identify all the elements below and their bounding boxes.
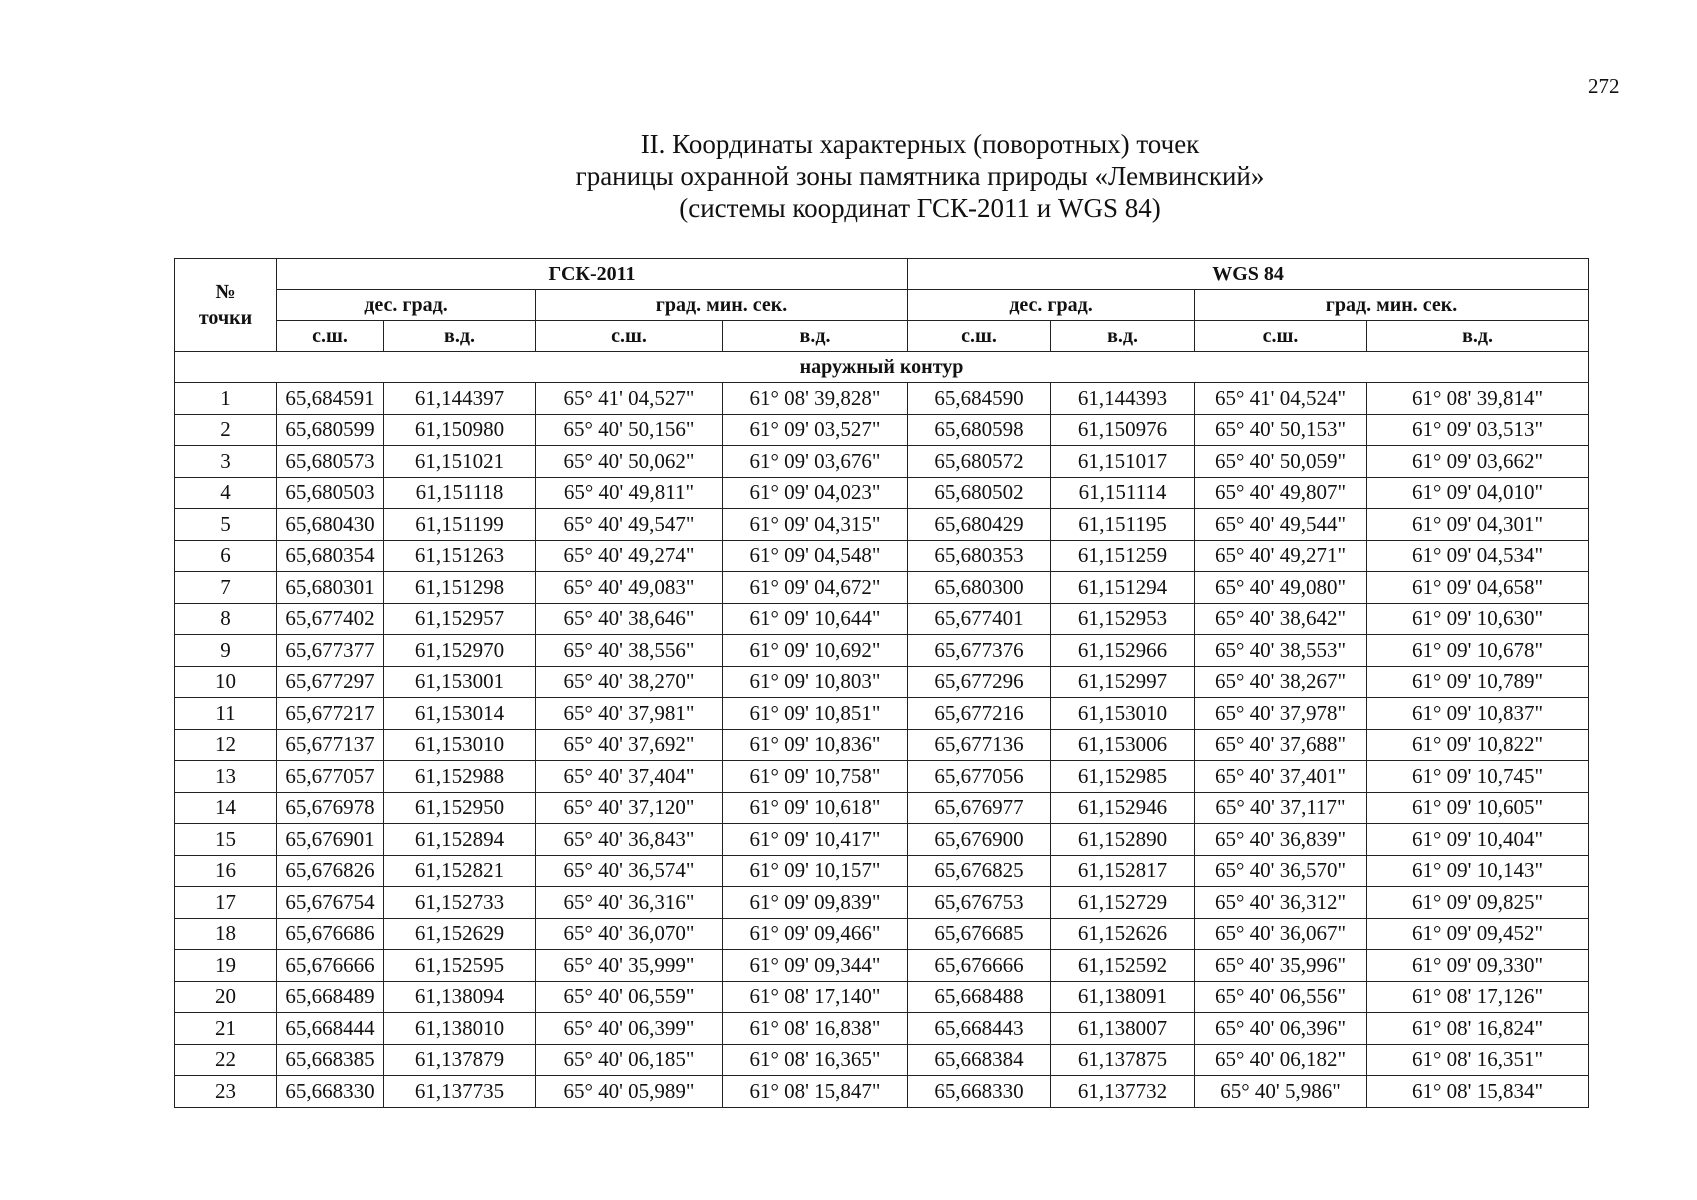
header-wgs-dms-lon: в.д. [1367, 321, 1589, 352]
cell-wgs-dec-lat: 65,680300 [908, 572, 1051, 604]
cell-wgs-dec-lat: 65,676900 [908, 824, 1051, 856]
table-row [175, 666, 1589, 698]
cell-gsk-dec-lat: 65,677057 [277, 761, 384, 793]
cell-gsk-dec-lon: 61,153001 [384, 666, 536, 698]
cell-wgs-dec-lat: 65,680429 [908, 509, 1051, 541]
table-row [175, 918, 1589, 950]
cell-gsk-dec-lon: 61,152894 [384, 824, 536, 856]
cell-wgs-dec-lat: 65,676666 [908, 950, 1051, 982]
cell-wgs-dec-lon: 61,152729 [1051, 887, 1195, 919]
cell-gsk-dms-lon: 61° 09' 04,672" [723, 572, 908, 604]
title-line-1: II. Координаты характерных (поворотных) точек [640, 129, 1200, 159]
header-gsk-dms-lat: с.ш. [536, 321, 723, 352]
table-row [175, 792, 1589, 824]
cell-gsk-dec-lon: 61,152970 [384, 635, 536, 667]
cell-gsk-dms-lon: 61° 09' 10,157" [723, 855, 908, 887]
cell-gsk-dms-lon: 61° 09' 10,836" [723, 729, 908, 761]
table-row [175, 572, 1589, 604]
cell-gsk-dec-lon: 61,151118 [384, 477, 536, 509]
table-row [175, 383, 1589, 415]
cell-gsk-dms-lat: 65° 40' 36,574" [536, 855, 723, 887]
table-row [175, 887, 1589, 919]
cell-point-number: 16 [175, 855, 277, 887]
cell-gsk-dms-lat: 65° 40' 49,083" [536, 572, 723, 604]
cell-gsk-dms-lat: 65° 40' 49,274" [536, 540, 723, 572]
table-row [175, 635, 1589, 667]
cell-gsk-dms-lat: 65° 40' 36,070" [536, 918, 723, 950]
cell-wgs-dec-lon: 61,151294 [1051, 572, 1195, 604]
cell-wgs-dms-lat: 65° 40' 5,986" [1195, 1076, 1367, 1108]
cell-point-number: 12 [175, 729, 277, 761]
cell-wgs-dec-lon: 61,144393 [1051, 383, 1195, 415]
cell-wgs-dms-lat: 65° 40' 37,401" [1195, 761, 1367, 793]
cell-gsk-dms-lat: 65° 40' 06,559" [536, 981, 723, 1013]
table-row [175, 477, 1589, 509]
cell-gsk-dms-lon: 61° 09' 10,692" [723, 635, 908, 667]
cell-gsk-dec-lon: 61,151199 [384, 509, 536, 541]
cell-wgs-dec-lon: 61,151195 [1051, 509, 1195, 541]
cell-wgs-dec-lon: 61,137875 [1051, 1044, 1195, 1076]
cell-gsk-dms-lon: 61° 09' 10,618" [723, 792, 908, 824]
cell-wgs-dec-lat: 65,680502 [908, 477, 1051, 509]
cell-gsk-dms-lat: 65° 40' 38,556" [536, 635, 723, 667]
cell-wgs-dms-lon: 61° 08' 39,814" [1367, 383, 1589, 415]
cell-gsk-dms-lon: 61° 09' 03,676" [723, 446, 908, 478]
cell-gsk-dec-lon: 61,151263 [384, 540, 536, 572]
cell-wgs-dec-lon: 61,152985 [1051, 761, 1195, 793]
cell-gsk-dms-lon: 61° 09' 09,344" [723, 950, 908, 982]
cell-gsk-dec-lon: 61,152821 [384, 855, 536, 887]
header-gsk-dms: град. мин. сек. [536, 290, 908, 321]
title-line-2: границы охранной зоны памятника природы «Лемвинский» [575, 161, 1265, 191]
header-gsk-dec-lat: с.ш. [277, 321, 384, 352]
cell-wgs-dms-lat: 65° 40' 36,570" [1195, 855, 1367, 887]
cell-wgs-dms-lon: 61° 09' 10,143" [1367, 855, 1589, 887]
page-number: 272 [1588, 74, 1620, 98]
cell-gsk-dms-lat: 65° 40' 38,270" [536, 666, 723, 698]
cell-wgs-dec-lat: 65,677056 [908, 761, 1051, 793]
cell-point-number: 5 [175, 509, 277, 541]
table-row [175, 729, 1589, 761]
cell-wgs-dms-lat: 65° 40' 49,271" [1195, 540, 1367, 572]
cell-gsk-dms-lat: 65° 40' 36,843" [536, 824, 723, 856]
cell-gsk-dec-lat: 65,676826 [277, 855, 384, 887]
cell-wgs-dec-lon: 61,153010 [1051, 698, 1195, 730]
cell-gsk-dms-lat: 65° 41' 04,527" [536, 383, 723, 415]
table-row [175, 446, 1589, 478]
cell-wgs-dms-lat: 65° 40' 06,396" [1195, 1013, 1367, 1045]
cell-wgs-dms-lat: 65° 40' 49,807" [1195, 477, 1367, 509]
cell-wgs-dms-lon: 61° 09' 03,513" [1367, 414, 1589, 446]
cell-gsk-dec-lon: 61,138094 [384, 981, 536, 1013]
table-row [175, 603, 1589, 635]
cell-gsk-dms-lon: 61° 09' 10,417" [723, 824, 908, 856]
cell-gsk-dec-lon: 61,152957 [384, 603, 536, 635]
cell-gsk-dms-lon: 61° 08' 16,838" [723, 1013, 908, 1045]
cell-wgs-dms-lon: 61° 09' 09,452" [1367, 918, 1589, 950]
cell-wgs-dms-lon: 61° 09' 10,678" [1367, 635, 1589, 667]
cell-wgs-dms-lon: 61° 09' 04,534" [1367, 540, 1589, 572]
cell-gsk-dms-lat: 65° 40' 37,981" [536, 698, 723, 730]
header-wgs-dms: град. мин. сек. [1195, 290, 1589, 321]
cell-wgs-dms-lat: 65° 40' 38,642" [1195, 603, 1367, 635]
cell-wgs-dec-lon: 61,152592 [1051, 950, 1195, 982]
cell-wgs-dec-lat: 65,677216 [908, 698, 1051, 730]
header-point-number-label: № точки [198, 281, 253, 329]
cell-gsk-dms-lat: 65° 40' 06,185" [536, 1044, 723, 1076]
cell-wgs-dec-lat: 65,677296 [908, 666, 1051, 698]
cell-wgs-dec-lat: 65,680353 [908, 540, 1051, 572]
cell-gsk-dec-lat: 65,668330 [277, 1076, 384, 1108]
cell-wgs-dec-lon: 61,152817 [1051, 855, 1195, 887]
cell-gsk-dec-lat: 65,668444 [277, 1013, 384, 1045]
cell-gsk-dec-lat: 65,677297 [277, 666, 384, 698]
cell-gsk-dms-lat: 65° 40' 49,547" [536, 509, 723, 541]
cell-wgs-dms-lat: 65° 40' 36,067" [1195, 918, 1367, 950]
cell-wgs-dec-lon: 61,137732 [1051, 1076, 1195, 1108]
cell-gsk-dec-lat: 65,677377 [277, 635, 384, 667]
header-wgs-dec-deg: дес. град. [908, 290, 1195, 321]
cell-wgs-dms-lat: 65° 40' 37,978" [1195, 698, 1367, 730]
cell-gsk-dec-lat: 65,680503 [277, 477, 384, 509]
cell-gsk-dms-lon: 61° 09' 04,315" [723, 509, 908, 541]
cell-wgs-dms-lat: 65° 40' 49,080" [1195, 572, 1367, 604]
table-row [175, 540, 1589, 572]
cell-gsk-dms-lat: 65° 40' 50,062" [536, 446, 723, 478]
cell-wgs-dms-lon: 61° 09' 10,630" [1367, 603, 1589, 635]
table-row [175, 855, 1589, 887]
cell-wgs-dec-lat: 65,668488 [908, 981, 1051, 1013]
cell-gsk-dec-lat: 65,676754 [277, 887, 384, 919]
cell-wgs-dec-lat: 65,677401 [908, 603, 1051, 635]
table-row [175, 824, 1589, 856]
header-wgs-dms-lat: с.ш. [1195, 321, 1367, 352]
table-row [175, 1076, 1589, 1108]
cell-gsk-dms-lat: 65° 40' 38,646" [536, 603, 723, 635]
cell-wgs-dec-lon: 61,152626 [1051, 918, 1195, 950]
table-row [175, 1044, 1589, 1076]
cell-wgs-dec-lon: 61,153006 [1051, 729, 1195, 761]
header-gsk-dms-lon: в.д. [723, 321, 908, 352]
cell-wgs-dec-lat: 65,680598 [908, 414, 1051, 446]
cell-point-number: 23 [175, 1076, 277, 1108]
cell-wgs-dec-lat: 65,676977 [908, 792, 1051, 824]
cell-wgs-dms-lon: 61° 09' 10,605" [1367, 792, 1589, 824]
cell-gsk-dms-lat: 65° 40' 50,156" [536, 414, 723, 446]
header-gsk-dec-lon: в.д. [384, 321, 536, 352]
cell-gsk-dms-lat: 65° 40' 37,404" [536, 761, 723, 793]
cell-gsk-dms-lat: 65° 40' 05,989" [536, 1076, 723, 1108]
cell-gsk-dms-lon: 61° 09' 10,758" [723, 761, 908, 793]
cell-gsk-dms-lon: 61° 09' 04,023" [723, 477, 908, 509]
cell-gsk-dec-lon: 61,137735 [384, 1076, 536, 1108]
cell-wgs-dms-lon: 61° 08' 17,126" [1367, 981, 1589, 1013]
table-row [175, 950, 1589, 982]
cell-gsk-dec-lon: 61,152595 [384, 950, 536, 982]
table-row [175, 698, 1589, 730]
cell-gsk-dms-lon: 61° 09' 09,466" [723, 918, 908, 950]
cell-wgs-dec-lat: 65,680572 [908, 446, 1051, 478]
cell-wgs-dec-lat: 65,668384 [908, 1044, 1051, 1076]
cell-wgs-dec-lon: 61,152997 [1051, 666, 1195, 698]
cell-point-number: 20 [175, 981, 277, 1013]
cell-gsk-dms-lon: 61° 09' 10,644" [723, 603, 908, 635]
cell-point-number: 6 [175, 540, 277, 572]
cell-wgs-dms-lat: 65° 40' 37,117" [1195, 792, 1367, 824]
cell-wgs-dec-lat: 65,677376 [908, 635, 1051, 667]
header-wgs-84: WGS 84 [908, 259, 1589, 290]
cell-wgs-dms-lat: 65° 40' 50,059" [1195, 446, 1367, 478]
cell-gsk-dms-lon: 61° 09' 10,803" [723, 666, 908, 698]
cell-wgs-dec-lat: 65,668330 [908, 1076, 1051, 1108]
table-row [175, 509, 1589, 541]
cell-wgs-dms-lon: 61° 08' 15,834" [1367, 1076, 1589, 1108]
cell-point-number: 19 [175, 950, 277, 982]
table-row [175, 981, 1589, 1013]
cell-gsk-dms-lat: 65° 40' 36,316" [536, 887, 723, 919]
cell-wgs-dec-lat: 65,676685 [908, 918, 1051, 950]
cell-wgs-dms-lon: 61° 09' 10,837" [1367, 698, 1589, 730]
cell-gsk-dec-lon: 61,151298 [384, 572, 536, 604]
cell-wgs-dec-lon: 61,150976 [1051, 414, 1195, 446]
cell-wgs-dec-lon: 61,152946 [1051, 792, 1195, 824]
cell-gsk-dec-lon: 61,137879 [384, 1044, 536, 1076]
cell-wgs-dms-lat: 65° 40' 06,556" [1195, 981, 1367, 1013]
cell-wgs-dms-lat: 65° 40' 36,839" [1195, 824, 1367, 856]
cell-wgs-dms-lat: 65° 40' 38,267" [1195, 666, 1367, 698]
cell-gsk-dms-lon: 61° 08' 16,365" [723, 1044, 908, 1076]
cell-gsk-dec-lat: 65,677217 [277, 698, 384, 730]
cell-point-number: 7 [175, 572, 277, 604]
cell-point-number: 4 [175, 477, 277, 509]
cell-wgs-dec-lon: 61,152966 [1051, 635, 1195, 667]
cell-gsk-dec-lat: 65,676686 [277, 918, 384, 950]
cell-point-number: 13 [175, 761, 277, 793]
cell-gsk-dms-lat: 65° 40' 37,120" [536, 792, 723, 824]
cell-gsk-dec-lat: 65,676978 [277, 792, 384, 824]
cell-wgs-dec-lon: 61,152890 [1051, 824, 1195, 856]
cell-wgs-dec-lon: 61,138007 [1051, 1013, 1195, 1045]
cell-wgs-dec-lon: 61,151259 [1051, 540, 1195, 572]
cell-point-number: 15 [175, 824, 277, 856]
header-point-number [175, 259, 277, 352]
cell-point-number: 17 [175, 887, 277, 919]
cell-gsk-dec-lon: 61,152950 [384, 792, 536, 824]
cell-wgs-dms-lat: 65° 40' 37,688" [1195, 729, 1367, 761]
cell-gsk-dms-lon: 61° 08' 15,847" [723, 1076, 908, 1108]
cell-gsk-dms-lat: 65° 40' 35,999" [536, 950, 723, 982]
cell-wgs-dms-lat: 65° 41' 04,524" [1195, 383, 1367, 415]
cell-wgs-dec-lat: 65,684590 [908, 383, 1051, 415]
cell-wgs-dms-lon: 61° 09' 04,301" [1367, 509, 1589, 541]
cell-wgs-dec-lat: 65,676825 [908, 855, 1051, 887]
cell-wgs-dms-lon: 61° 09' 10,404" [1367, 824, 1589, 856]
cell-point-number: 2 [175, 414, 277, 446]
cell-gsk-dec-lat: 65,680354 [277, 540, 384, 572]
cell-gsk-dms-lon: 61° 09' 04,548" [723, 540, 908, 572]
cell-gsk-dec-lat: 65,680430 [277, 509, 384, 541]
header-gsk-dec-deg: дес. град. [277, 290, 536, 321]
cell-wgs-dms-lon: 61° 09' 04,658" [1367, 572, 1589, 604]
cell-gsk-dec-lat: 65,680573 [277, 446, 384, 478]
cell-gsk-dms-lon: 61° 09' 09,839" [723, 887, 908, 919]
cell-wgs-dms-lon: 61° 09' 09,825" [1367, 887, 1589, 919]
cell-point-number: 3 [175, 446, 277, 478]
table-row [175, 761, 1589, 793]
cell-wgs-dms-lon: 61° 08' 16,824" [1367, 1013, 1589, 1045]
cell-gsk-dec-lon: 61,152629 [384, 918, 536, 950]
cell-gsk-dms-lon: 61° 08' 17,140" [723, 981, 908, 1013]
section-outer-contour: наружный контур [175, 352, 1589, 383]
cell-wgs-dec-lon: 61,151017 [1051, 446, 1195, 478]
cell-wgs-dms-lat: 65° 40' 35,996" [1195, 950, 1367, 982]
title-line-3: (системы координат ГСК-2011 и WGS 84) [679, 193, 1161, 223]
cell-point-number: 11 [175, 698, 277, 730]
cell-gsk-dec-lat: 65,677402 [277, 603, 384, 635]
cell-wgs-dms-lon: 61° 08' 16,351" [1367, 1044, 1589, 1076]
cell-wgs-dms-lon: 61° 09' 09,330" [1367, 950, 1589, 982]
cell-gsk-dms-lon: 61° 09' 10,851" [723, 698, 908, 730]
document-title [520, 128, 1320, 224]
cell-wgs-dms-lon: 61° 09' 04,010" [1367, 477, 1589, 509]
cell-wgs-dms-lon: 61° 09' 10,789" [1367, 666, 1589, 698]
cell-gsk-dms-lat: 65° 40' 37,692" [536, 729, 723, 761]
cell-gsk-dec-lat: 65,680599 [277, 414, 384, 446]
cell-gsk-dms-lat: 65° 40' 06,399" [536, 1013, 723, 1045]
cell-gsk-dec-lon: 61,138010 [384, 1013, 536, 1045]
cell-wgs-dms-lat: 65° 40' 06,182" [1195, 1044, 1367, 1076]
cell-wgs-dec-lon: 61,138091 [1051, 981, 1195, 1013]
cell-gsk-dms-lon: 61° 08' 39,828" [723, 383, 908, 415]
header-wgs-dec-lat: с.ш. [908, 321, 1051, 352]
cell-gsk-dms-lat: 65° 40' 49,811" [536, 477, 723, 509]
coordinates-table [174, 258, 1589, 1108]
cell-point-number: 22 [175, 1044, 277, 1076]
cell-point-number: 18 [175, 918, 277, 950]
cell-wgs-dms-lon: 61° 09' 10,822" [1367, 729, 1589, 761]
cell-wgs-dms-lat: 65° 40' 49,544" [1195, 509, 1367, 541]
cell-point-number: 21 [175, 1013, 277, 1045]
cell-wgs-dms-lat: 65° 40' 50,153" [1195, 414, 1367, 446]
cell-wgs-dms-lon: 61° 09' 10,745" [1367, 761, 1589, 793]
cell-point-number: 9 [175, 635, 277, 667]
cell-gsk-dms-lon: 61° 09' 03,527" [723, 414, 908, 446]
table-row [175, 414, 1589, 446]
cell-gsk-dec-lon: 61,153010 [384, 729, 536, 761]
cell-gsk-dec-lat: 65,676666 [277, 950, 384, 982]
cell-gsk-dec-lon: 61,153014 [384, 698, 536, 730]
cell-point-number: 14 [175, 792, 277, 824]
cell-gsk-dec-lat: 65,677137 [277, 729, 384, 761]
cell-gsk-dec-lon: 61,151021 [384, 446, 536, 478]
cell-gsk-dec-lon: 61,152988 [384, 761, 536, 793]
cell-wgs-dms-lon: 61° 09' 03,662" [1367, 446, 1589, 478]
cell-gsk-dec-lat: 65,668489 [277, 981, 384, 1013]
cell-gsk-dec-lon: 61,150980 [384, 414, 536, 446]
cell-point-number: 10 [175, 666, 277, 698]
cell-gsk-dec-lat: 65,680301 [277, 572, 384, 604]
cell-gsk-dec-lat: 65,676901 [277, 824, 384, 856]
cell-point-number: 8 [175, 603, 277, 635]
cell-gsk-dec-lon: 61,152733 [384, 887, 536, 919]
cell-wgs-dms-lat: 65° 40' 38,553" [1195, 635, 1367, 667]
cell-wgs-dec-lon: 61,152953 [1051, 603, 1195, 635]
cell-gsk-dec-lat: 65,668385 [277, 1044, 384, 1076]
cell-gsk-dec-lon: 61,144397 [384, 383, 536, 415]
cell-wgs-dec-lon: 61,151114 [1051, 477, 1195, 509]
cell-wgs-dec-lat: 65,668443 [908, 1013, 1051, 1045]
cell-point-number: 1 [175, 383, 277, 415]
table-row [175, 1013, 1589, 1045]
cell-wgs-dec-lat: 65,677136 [908, 729, 1051, 761]
header-wgs-dec-lon: в.д. [1051, 321, 1195, 352]
cell-gsk-dec-lat: 65,684591 [277, 383, 384, 415]
header-gsk-2011: ГСК-2011 [277, 259, 908, 290]
cell-wgs-dec-lat: 65,676753 [908, 887, 1051, 919]
cell-wgs-dms-lat: 65° 40' 36,312" [1195, 887, 1367, 919]
